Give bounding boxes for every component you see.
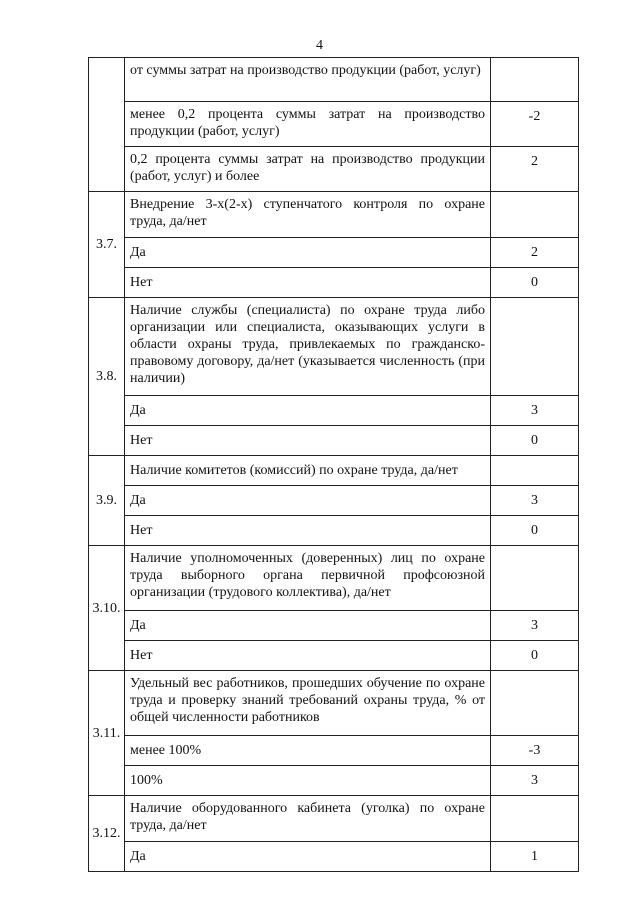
table-row	[89, 238, 579, 268]
score-value: 3	[491, 611, 579, 641]
criterion-text: 100%	[125, 766, 491, 796]
table-row	[89, 842, 579, 872]
criterion-text: от суммы затрат на производство продукции (работ, услуг)	[125, 58, 491, 102]
score-value	[491, 546, 579, 611]
criterion-text: Да	[125, 611, 491, 641]
score-value: 2	[491, 238, 579, 268]
table-row	[89, 641, 579, 671]
table-row	[89, 456, 579, 486]
table-row	[89, 58, 579, 102]
score-value: 0	[491, 268, 579, 298]
table-row	[89, 546, 579, 611]
criterion-text: Наличие оборудованного кабинета (уголка) по охране труда, да/нет	[125, 796, 491, 842]
score-value: 0	[491, 426, 579, 456]
score-value: 1	[491, 842, 579, 872]
item-number: 3.9.	[89, 456, 125, 546]
criterion-text: 0,2 процента суммы затрат на производство продукции (работ, услуг) и более	[125, 147, 491, 192]
score-value: -3	[491, 736, 579, 766]
score-value: -2	[491, 102, 579, 147]
item-number: 3.7.	[89, 192, 125, 298]
table-row	[89, 298, 579, 396]
table-row	[89, 486, 579, 516]
score-value: 0	[491, 516, 579, 546]
criteria-table-body	[89, 58, 579, 872]
criterion-text: Да	[125, 486, 491, 516]
criterion-text: Удельный вес работников, прошедших обучение по охране труда и проверку знаний требований охраны труда, % от общей численности работников	[125, 671, 491, 736]
table-row	[89, 736, 579, 766]
criterion-text: менее 0,2 процента суммы затрат на производство продукции (работ, услуг)	[125, 102, 491, 147]
criterion-text: Наличие службы (специалиста) по охране труда либо организации или специалиста, оказывающих услуги в области охраны труда, привлекаемых по гражданско-правовому договору, да/нет (указывается численность (при наличии)	[125, 298, 491, 396]
criterion-text: менее 100%	[125, 736, 491, 766]
table-row	[89, 426, 579, 456]
criterion-text: Нет	[125, 268, 491, 298]
table-row	[89, 147, 579, 192]
score-value: 3	[491, 766, 579, 796]
criterion-text: Нет	[125, 516, 491, 546]
score-value: 2	[491, 147, 579, 192]
criterion-text: Да	[125, 842, 491, 872]
criterion-text: Да	[125, 238, 491, 268]
criterion-text: Внедрение 3-х(2-х) ступенчатого контроля по охране труда, да/нет	[125, 192, 491, 238]
page-number: 4	[316, 38, 323, 53]
score-value	[491, 298, 579, 396]
score-value: 3	[491, 396, 579, 426]
score-value: 0	[491, 641, 579, 671]
item-number	[89, 58, 125, 192]
table-row	[89, 102, 579, 147]
table-row	[89, 766, 579, 796]
criterion-text: Наличие уполномоченных (доверенных) лиц по охране труда выборного органа первичной профсоюзной организации (трудового коллектива), да/нет	[125, 546, 491, 611]
criteria-table	[88, 57, 579, 872]
table-row	[89, 268, 579, 298]
table-row	[89, 516, 579, 546]
criterion-text: Нет	[125, 426, 491, 456]
criterion-text: Наличие комитетов (комиссий) по охране труда, да/нет	[125, 456, 491, 486]
score-value	[491, 58, 579, 102]
item-number: 3.12.	[89, 796, 125, 872]
table-row	[89, 192, 579, 238]
criterion-text: Да	[125, 396, 491, 426]
table-row	[89, 611, 579, 641]
score-value	[491, 456, 579, 486]
item-number: 3.8.	[89, 298, 125, 456]
score-value	[491, 796, 579, 842]
score-value: 3	[491, 486, 579, 516]
item-number: 3.11.	[89, 671, 125, 796]
item-number: 3.10.	[89, 546, 125, 671]
criterion-text: Нет	[125, 641, 491, 671]
table-row	[89, 396, 579, 426]
score-value	[491, 192, 579, 238]
table-row	[89, 671, 579, 736]
score-value	[491, 671, 579, 736]
table-row	[89, 796, 579, 842]
